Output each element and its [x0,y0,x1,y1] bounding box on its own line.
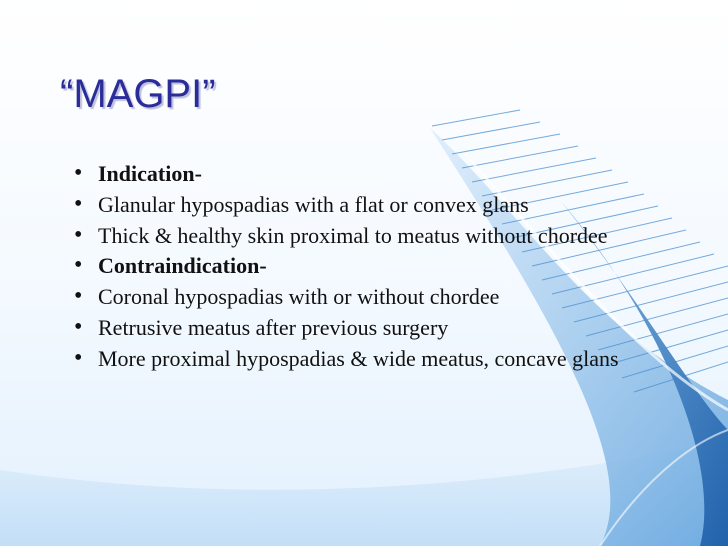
bullet-text: Coronal hypospadias with or without chordee [98,284,500,309]
bullet-icon: • [74,283,83,309]
bullet-text: Retrusive meatus after previous surgery [98,315,449,340]
bullet-icon: • [74,314,83,340]
bullet-item [66,315,666,340]
bullet-icon: • [74,222,83,248]
bullet-item [66,346,666,371]
bullet-text: More proximal hypospadias & wide meatus, concave glans [98,346,619,371]
bullet-item [66,192,666,217]
bullet-icon: • [74,252,83,278]
bullet-text: Thick & healthy skin proximal to meatus without chordee [98,223,608,248]
bullet-item [66,284,666,309]
bullet-text: Indication- [98,161,202,186]
slide-title: “MAGPI” [60,72,216,116]
bullet-text: Contraindication- [98,253,267,278]
bullet-list [66,161,666,376]
bullet-icon: • [74,345,83,371]
bullet-text: Glanular hypospadias with a flat or convex glans [98,192,529,217]
bullet-icon: • [74,191,83,217]
bullet-icon: • [74,160,83,186]
bullet-item [66,223,666,248]
bullet-item [66,161,666,186]
bullet-item [66,253,666,278]
